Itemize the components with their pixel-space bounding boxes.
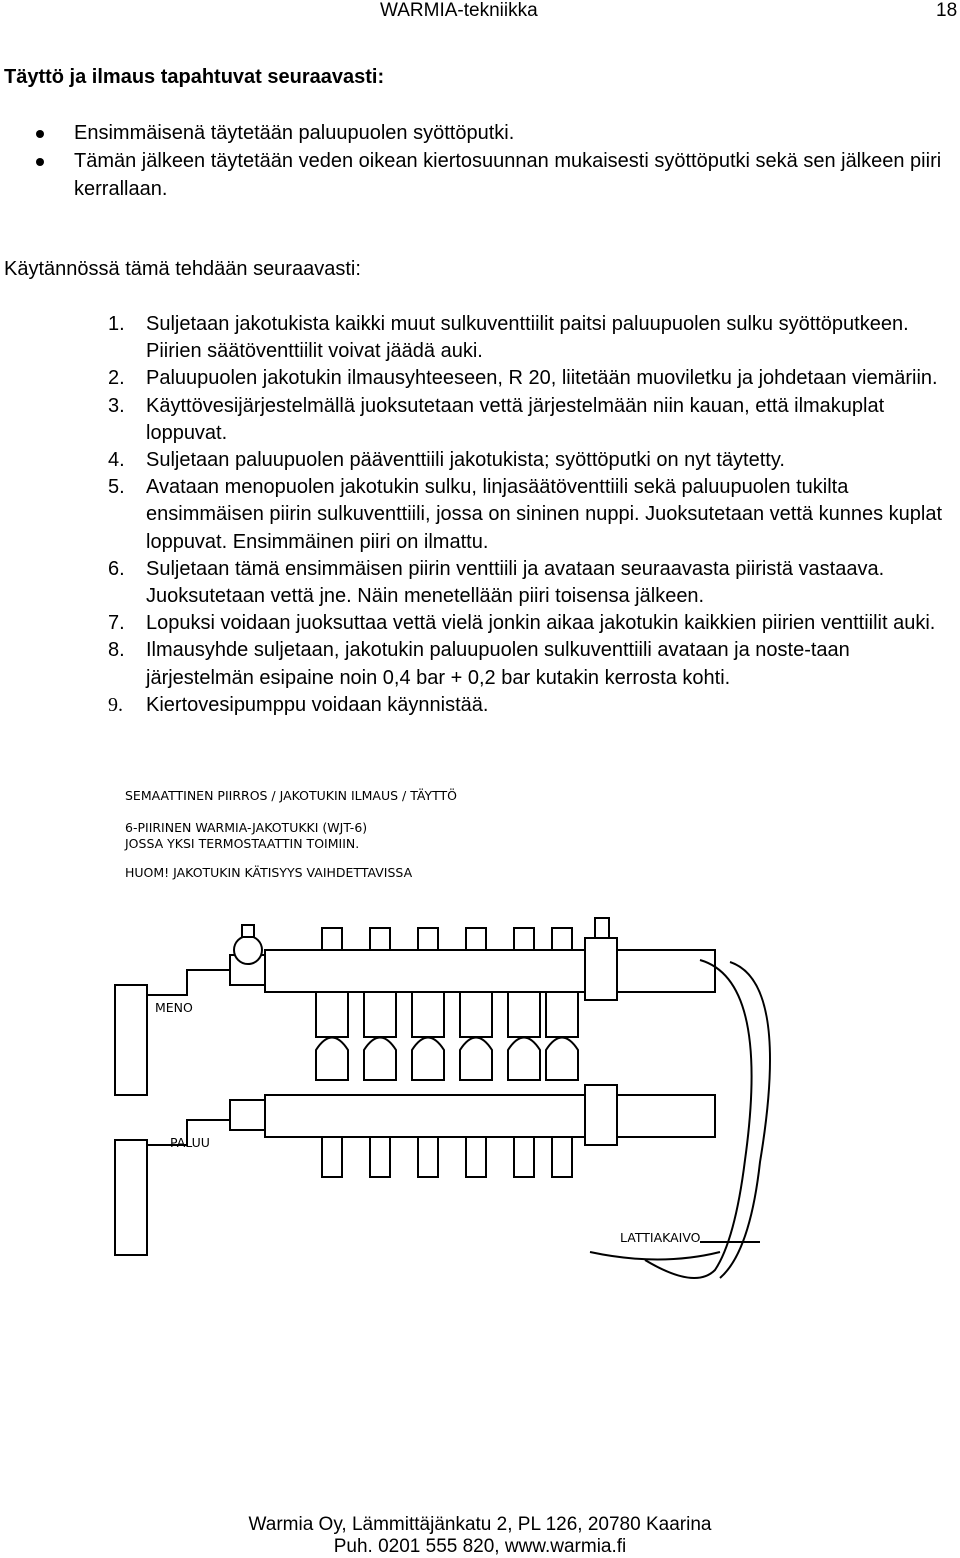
footer-address: Warmia Oy, Lämmittäjänkatu 2, PL 126, 20780 Kaarina: [248, 1514, 712, 1535]
step-item: [0, 474, 956, 556]
step-text: Ilmausyhde suljetaan, jakotukin paluupuolen sulkuventtiili avataan ja noste-taan järjestelmän esipaine noin 0,4 bar + 0,2 bar kutakin kerrosta kohti.: [146, 639, 850, 689]
step-number: 8.: [108, 639, 125, 662]
label-lattiakaivo: LATTIAKAIVO: [620, 1230, 701, 1245]
diagram-subtitle-1: 6-PIIRINEN WARMIA-JAKOTUKKI (WJT-6): [125, 820, 368, 835]
step-number: 5.: [108, 476, 125, 499]
manifold-diagram: [100, 780, 960, 1300]
footer-contact: Puh. 0201 555 820, www.warmia.fi: [333, 1536, 627, 1557]
step-number: 4.: [108, 449, 125, 472]
return-outlets: [322, 1137, 572, 1177]
step-text: Avataan menopuolen jakotukin sulku, linjasäätöventtiili sekä paluupuolen tukilta ensimmäisen piirin sulkuventtiili, jossa on sininen nuppi. Juoksutetaan vettä kunnes kuplat loppuvat. Ensimmäinen piiri on ilmattu.: [146, 476, 943, 553]
step-number: 7.: [108, 612, 125, 635]
diagram-title: SEMAATTINEN PIIRROS / JAKOTUKIN ILMAUS / TÄYTTÖ: [125, 788, 457, 803]
step-item: [0, 365, 956, 392]
return-end-cap: [585, 1085, 617, 1145]
floor-drain-icon: [590, 1252, 720, 1260]
step-item: [0, 556, 956, 610]
return-manifold-bar: [265, 1095, 715, 1137]
step-item: [0, 311, 956, 365]
return-fitting: [230, 1100, 265, 1130]
bullet-text: Ensimmäisenä täytetään paluupuolen syöttöputki.: [74, 122, 515, 144]
circuit-valves: [316, 992, 578, 1080]
step-text: Käyttövesijärjestelmällä juoksutetaan vettä järjestelmään niin kauan, että ilmakuplat loppuvat.: [146, 394, 885, 444]
air-vent-icon: [595, 918, 609, 938]
supply-manifold-bar: [265, 950, 715, 992]
label-meno: MENO: [155, 1000, 193, 1015]
intro-text: Käytännössä tämä tehdään seuraavasti:: [4, 258, 361, 280]
bullet-item: [0, 119, 944, 147]
bullet-list: [0, 119, 960, 203]
page-number: 18: [936, 0, 958, 21]
step-item: [0, 447, 956, 474]
diagram-note: HUOM! JAKOTUKIN KÄTISYYS VAIHDETTAVISSA: [125, 865, 413, 880]
step-number: 9.: [108, 693, 123, 716]
step-number: 2.: [108, 367, 125, 390]
supply-pipe: [115, 985, 147, 1095]
diagram-subtitle-2: JOSSA YKSI TERMOSTAATTIN TOIMIIN.: [125, 836, 360, 851]
return-pipe: [115, 1140, 147, 1255]
step-item: [0, 637, 956, 691]
supply-valve-icon: [234, 936, 262, 964]
step-number: 3.: [108, 394, 125, 417]
supply-outlets: [322, 928, 572, 950]
step-text: Paluupuolen jakotukin ilmausyhteeseen, R 20, liitetään muoviletku ja johdetaan viemäriin.: [146, 367, 938, 390]
step-number: 6.: [108, 557, 125, 580]
label-paluu: PALUU: [170, 1135, 210, 1150]
step-text: Lopuksi voidaan juoksuttaa vettä vielä jonkin aikaa jakotukin kaikkien piirien venttiilit auki.: [146, 612, 936, 635]
bullet-dot-icon: [36, 130, 44, 138]
step-number: 1.: [108, 313, 125, 335]
supply-end-cap: [585, 938, 617, 1000]
section-heading: Täyttö ja ilmaus tapahtuvat seuraavasti:: [4, 66, 385, 88]
bullet-item: [0, 147, 944, 203]
bullet-text: Tämän jälkeen täytetään veden oikean kiertosuunnan mukaisesti syöttöputki sekä sen jälkeen piiri kerrallaan.: [74, 150, 942, 200]
step-item: [0, 393, 956, 447]
step-text: Suljetaan jakotukista kaikki muut sulkuventtiilit paitsi paluupuolen sulku syöttöputkeen. Piirien säätöventtiilit voivat jäädä auki.: [146, 313, 909, 363]
steps-list: [0, 311, 960, 719]
step-text: Suljetaan paluupuolen pääventtiili jakotukista; syöttöputki on nyt täytetty.: [146, 449, 785, 472]
step-item: [0, 610, 956, 637]
header-brand: WARMIA-tekniikka: [380, 0, 538, 21]
step-item: [0, 692, 956, 719]
step-text: Suljetaan tämä ensimmäisen piirin venttiili ja avataan seuraavasta piiristä vastaava. Juoksutetaan vettä jne. Näin menetellään piiri toisensa jälkeen.: [146, 557, 885, 608]
step-text: Kiertovesipumppu voidaan käynnistää.: [146, 693, 489, 716]
bullet-dot-icon: [36, 158, 44, 166]
